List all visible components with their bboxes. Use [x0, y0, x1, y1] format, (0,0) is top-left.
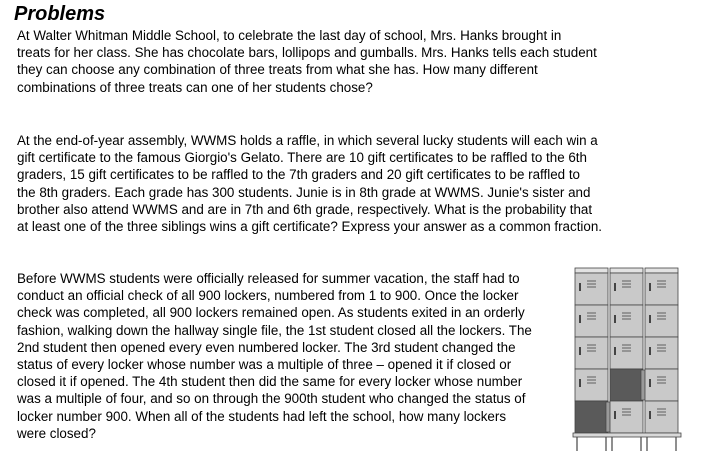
locker-handle: [649, 315, 651, 323]
problem-1-line: treats for her class. She has chocolate bars, lollipops and gumballs. Mrs. Hanks tells each student: [17, 45, 597, 61]
locker-handle: [649, 411, 651, 419]
locker-base: [573, 433, 681, 437]
problem-3-line: was a multiple of four, and so on through the 900th student who changed the status of: [17, 391, 526, 407]
problem-1-line: At Walter Whitman Middle School, to celebrate the last day of school, Mrs. Hanks brought in: [17, 28, 562, 43]
problem-3-line: Before WWMS students were officially released for summer vacation, the staff had to: [17, 271, 520, 286]
problem-3-line: closed it if opened. The 4th student then did the same for every locker whose number: [17, 374, 523, 390]
problem-2-line: the 8th graders. Each grade has 300 students. Junie is in 8th grade at WWMS. Junie's sister and: [17, 184, 591, 200]
locker-handle: [579, 379, 581, 387]
page-title: Problems: [14, 3, 106, 25]
locker-top: [610, 268, 643, 273]
locker-door-open: [575, 401, 608, 433]
locker-top: [575, 268, 608, 273]
problem-1-line: combinations of three treats can one of her students chose?: [17, 79, 373, 95]
locker-handle: [649, 379, 651, 387]
problem-2-line: brother also attend WWMS and are in 7th and 6th grade, respectively. What is the probability that: [17, 201, 593, 217]
problem-3-line: were closed?: [17, 425, 96, 441]
problem-3-line: fashion, walking down the hallway single file, the 1st student closed all the lockers. The: [17, 322, 532, 338]
locker-door-open: [610, 369, 643, 401]
problem-2-line: gift certificate to the famous Giorgio's Gelato. There are 10 gift certificates to be raffled to the 6th: [17, 150, 587, 166]
locker-handle: [614, 315, 616, 323]
locker-handle: [579, 315, 581, 323]
problem-3-line: status of every locker whose number was a multiple of three – opened it if closed or: [17, 357, 512, 373]
locker-handle: [649, 347, 651, 355]
problem-3-line: conduct an official check of all 900 lockers, numbered from 1 to 900. Once the locker: [17, 288, 519, 304]
locker-handle: [614, 347, 616, 355]
locker-handle: [614, 283, 616, 291]
locker-handle: [614, 411, 616, 419]
problem-1-treats: [17, 27, 597, 96]
locker-handle: [579, 283, 581, 291]
problem-2-line: graders, 15 gift certificates to be raffled to the 7th graders and 20 gift certificates to be raffled to: [17, 167, 580, 183]
lockers-illustration-icon: [572, 267, 682, 453]
problem-2-line: At the end-of-year assembly, WWMS holds a raffle, in which several lucky students will each win a: [17, 133, 598, 148]
problem-1-line: they can choose any combination of three treats from what she has. How many different: [17, 62, 538, 78]
problem-3-line: check was completed, all 900 lockers remained open. As students exited in an orderly: [17, 305, 525, 321]
locker-handle: [579, 347, 581, 355]
locker-handle: [649, 283, 651, 291]
problem-2-line: at least one of the three siblings wins a gift certificate? Express your answer as a common fraction.: [17, 219, 603, 235]
locker-top: [645, 268, 678, 273]
problem-2-raffle: [17, 132, 602, 235]
problem-3-line: locker number 900. When all of the students had left the school, how many lockers: [17, 408, 507, 424]
problem-3-lockers: [17, 270, 532, 442]
problem-3-line: 2nd student then opened every even numbered locker. The 3rd student changed the: [17, 339, 516, 355]
